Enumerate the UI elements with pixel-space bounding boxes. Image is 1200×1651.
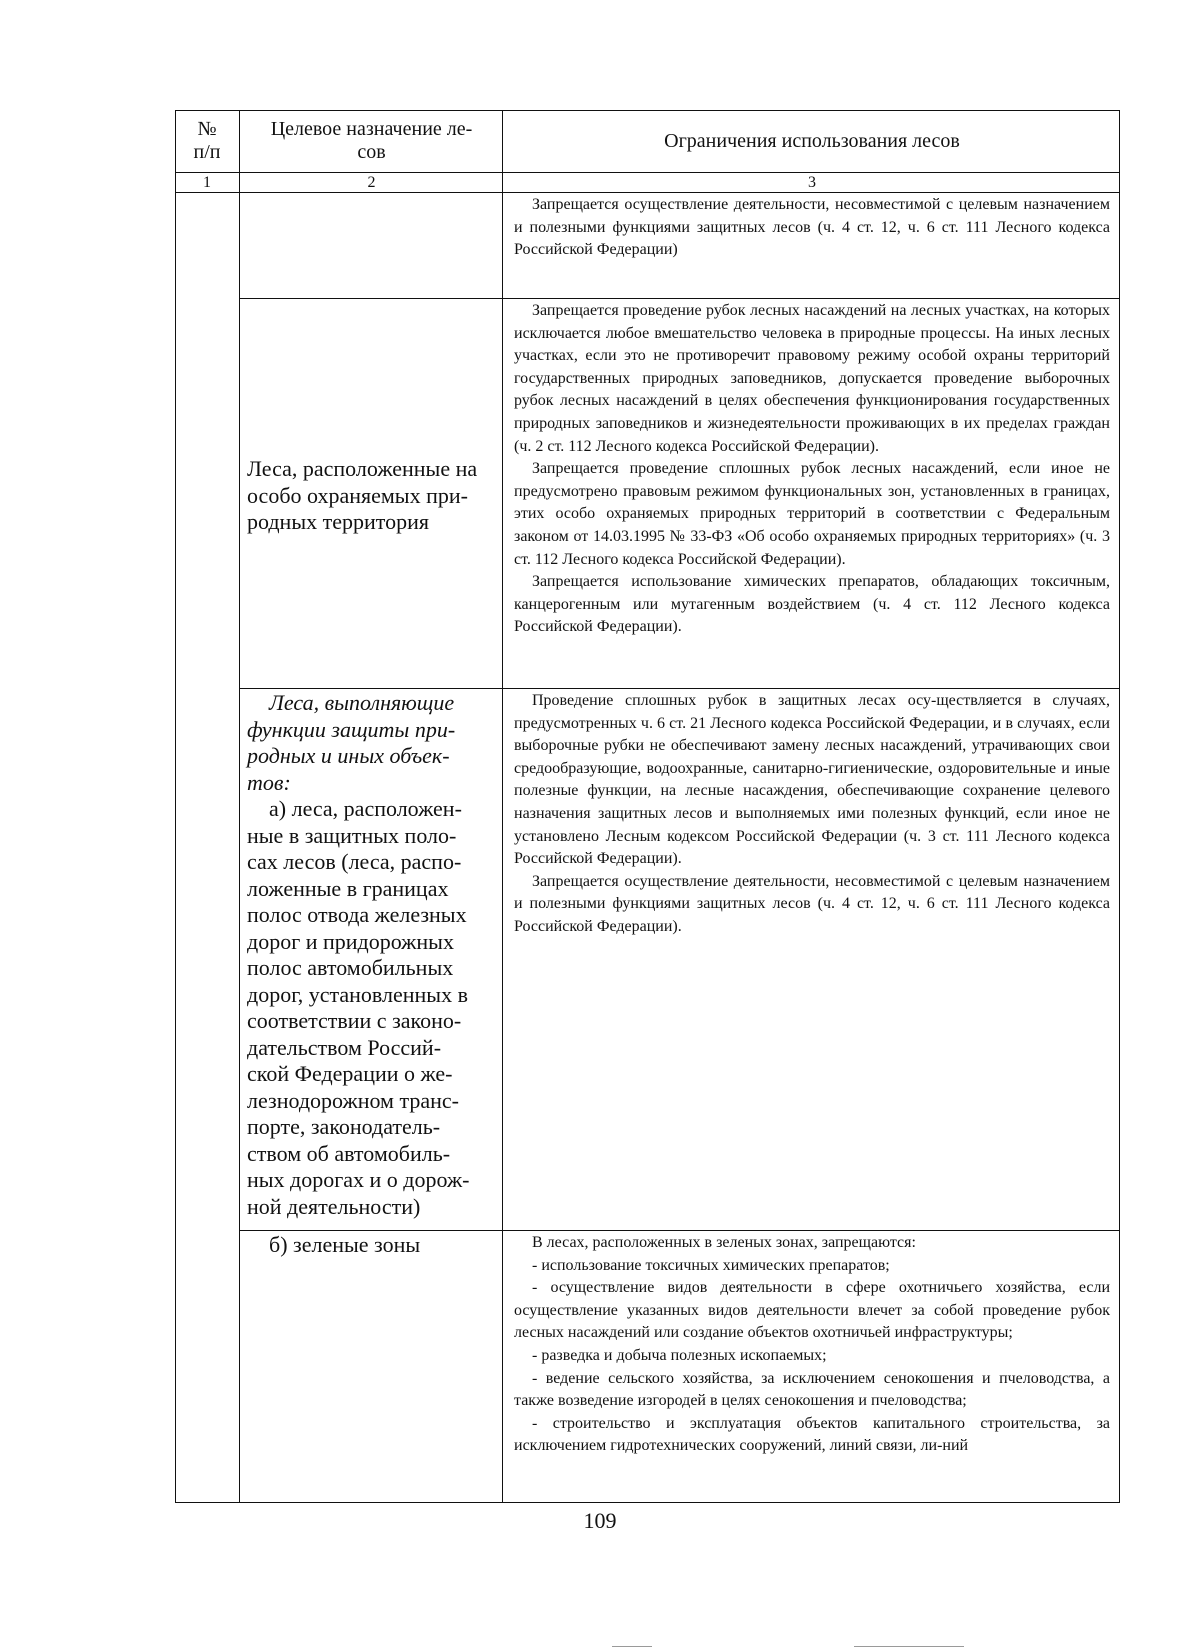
row3-purpose — [247, 690, 499, 1220]
paragraph: Проведение сплошных рубок в защитных лесах осу-ществляется в случаях, предусмотренных ч. 6 ст. 21 Лесного кодекса Российской Федерации, и в случаях, если выборочные рубки не обеспечивают замену лесных насаждений, утрачивающих свои средообразующие, водоохранные, санитарно-гигиенические, оздоровительные и иные полезные функции, на лесные насаждения, обеспечивающие сохранение целевого назначения защитных лесов и выполняемых ими полезных функций, если иное не установлено Лесным кодексом Российской Федерации (ч. 3 ст. 111 Лесного кодекса Российской Федерации). — [514, 692, 1110, 868]
purpose-line: порте, законодатель- — [247, 1114, 441, 1139]
purpose-line: родных территория — [247, 509, 429, 534]
paragraph: Запрещается осуществление деятельности, несовместимой с целевым назначением и полезными функциями защитных лесов (ч. 4 ст. 12, ч. 6 ст. 111 Лесного кодекса Российской Федерации). — [514, 872, 1110, 935]
paragraph: Запрещается проведение сплошных рубок лесных насаждений, если иное не предусмотрено правовым режимом функциональных зон, установленных в границах, этих особо охраняемых природных территорий в соответствии с Федеральным законом от 14.03.1995 № 33-ФЗ «Об особо охраняемых природных территориях» (ч. 3 ст. 112 Лесного кодекса Российской Федерации). — [514, 460, 1110, 568]
paragraph: - осуществление видов деятельности в сфере охотничьего хозяйства, если осуществление указанных видов деятельности влечет за собой проведение рубок лесных насаждений или создание объектов охотничьей инфраструктуры; — [514, 1279, 1110, 1342]
purpose-line: ной деятельности) — [247, 1193, 421, 1219]
purpose-line: б) зеленые зоны — [269, 1232, 421, 1257]
page-number: 109 — [583, 1508, 617, 1533]
purpose-line: ных дорогах и о дорож- — [247, 1167, 470, 1192]
purpose-line: сах лесов (леса, распо- — [247, 849, 462, 874]
purpose-line: тов: — [247, 769, 291, 795]
row2-purpose — [247, 456, 499, 536]
purpose-line: полос отвода железных — [247, 902, 467, 927]
index-3: 3 — [808, 174, 816, 191]
paragraph: Запрещается использование химических препаратов, обладающих токсичным, канцерогенным или мутагенным воздействием (ч. 4 ст. 112 Лесного кодекса Российской Федерации). — [514, 573, 1110, 636]
purpose-line: а) леса, расположен- — [269, 796, 462, 821]
col-divider-2 — [502, 110, 503, 1503]
paragraph: Запрещается осуществление деятельности, несовместимой с целевым назначением и полезными функциями защитных лесов (ч. 4 ст. 12, ч. 6 ст. 111 Лесного кодекса Российской Федерации) — [514, 196, 1110, 259]
purpose-line: Леса, расположенные на — [247, 456, 478, 481]
purpose-line: соответствии с законо- — [247, 1008, 462, 1033]
index-2: 2 — [367, 174, 376, 191]
purpose-line: дательством Россий- — [247, 1034, 442, 1060]
purpose-line: полос автомобильных — [247, 955, 454, 980]
purpose-line: ством об автомобиль- — [247, 1140, 451, 1166]
header-purpose: Целевое назначение ле- сов — [270, 118, 473, 163]
header-number: № п/п — [193, 118, 221, 163]
paragraph: - использование токсичных химических препаратов; — [532, 1256, 890, 1274]
purpose-line: родных и иных объек- — [247, 743, 450, 768]
purpose-line: ные в защитных поло- — [247, 822, 457, 848]
paragraph: В лесах, расположенных в зеленых зонах, запрещаются: — [532, 1234, 916, 1251]
scan-artifact — [854, 1646, 964, 1647]
header-restrictions: Ограничения использования лесов — [664, 130, 960, 152]
paragraph: - разведка и добыча полезных ископаемых; — [532, 1346, 827, 1364]
paragraph: - строительство и эксплуатация объектов капитального строительства, за исключением гидротехнических сооружений, линий связи, ли-ний — [514, 1414, 1110, 1455]
paragraph: - ведение сельского хозяйства, за исключением сенокошения и пчеловодства, а также возведение изгородей в целях сенокошения и пчеловодства; — [514, 1369, 1110, 1410]
purpose-line: лезнодорожном транс- — [247, 1087, 459, 1113]
row3-restrictions — [514, 690, 1110, 939]
row2-restrictions — [514, 300, 1110, 639]
purpose-line: функции защиты при- — [247, 716, 456, 742]
index-1: 1 — [203, 174, 211, 191]
purpose-line: ской Федерации о же- — [247, 1061, 453, 1086]
purpose-line: ложенные в границах — [247, 875, 449, 901]
purpose-line: дорог, установленных в — [247, 981, 468, 1007]
row1-restrictions — [514, 194, 1110, 262]
purpose-line: дорог и придорожных — [247, 928, 454, 954]
purpose-line: особо охраняемых при- — [247, 482, 468, 508]
row4-purpose — [247, 1232, 499, 1259]
purpose-line: Леса, выполняющие — [269, 690, 455, 715]
scan-artifact — [612, 1646, 652, 1647]
row4-restrictions — [514, 1232, 1110, 1458]
col-divider-1 — [239, 110, 240, 1503]
paragraph: Запрещается проведение рубок лесных насаждений на лесных участках, на которых исключается любое вмешательство человека в природные процессы. На иных лесных участках, если это не противоречит правовому режиму особой охраны территорий государственных природных заповедников, допускается проведение выборочных рубок лесных насаждений в целях обеспечения функционирования государственных природных заповедников и жизнедеятельности проживающих в их пределах граждан (ч. 2 ст. 112 Лесного кодекса Российской Федерации). — [514, 302, 1110, 455]
